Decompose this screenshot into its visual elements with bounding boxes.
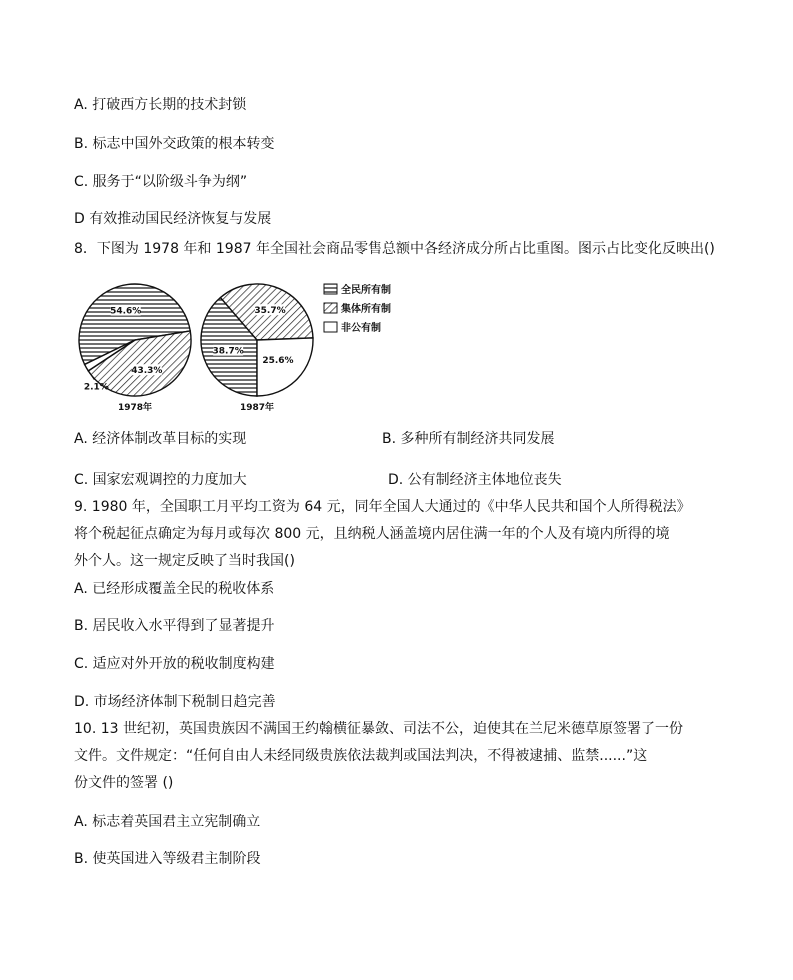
q10-stem-line-2: 文件。文件规定：“任何自由人未经同级贵族依法裁判或国法判决，不得被逮捕、监禁......”这 bbox=[74, 748, 648, 764]
q10-option-a: A. 标志着英国君主立宪制确立 bbox=[74, 814, 261, 830]
legend-label-state: 全民所有制 bbox=[341, 285, 391, 296]
pie-label-1978年-nonpublic: 2.1% bbox=[83, 382, 109, 393]
legend-swatch-collective bbox=[324, 303, 337, 313]
pie-label-1978年-collective: 43.3% bbox=[131, 366, 163, 377]
pie-label-1978年-state: 54.6% bbox=[110, 306, 142, 317]
pie-label-1987年-state: 38.7% bbox=[212, 346, 244, 357]
q7-option-b: B. 标志中国外交政策的根本转变 bbox=[74, 136, 275, 152]
q7-option-d: D 有效推动国民经济恢复与发展 bbox=[74, 211, 272, 227]
q10-option-b: B. 使英国进入等级君主制阶段 bbox=[74, 851, 261, 867]
q9-stem-line-1: 9. 1980 年，全国职工月平均工资为 64 元，同年全国人大通过的《中华人民共和国个人所得税法》 bbox=[74, 499, 691, 515]
q9-option-c: C. 适应对外开放的税收制度构建 bbox=[74, 656, 275, 672]
q8-stem: 8．下图为 1978 年和 1987 年全国社会商品零售总额中各经济成分所占比重图。图示占比变化反映出() bbox=[74, 241, 715, 257]
pie-slice-1987年-nonpublic bbox=[257, 338, 313, 396]
q8-option-a: A. 经济体制改革目标的实现 bbox=[74, 431, 247, 447]
chart-legend bbox=[324, 283, 391, 334]
pie-label-1987年-nonpublic: 25.6% bbox=[262, 356, 294, 367]
q9-stem-line-3: 外个人。这一规定反映了当时我国() bbox=[74, 553, 295, 569]
legend-swatch-state bbox=[324, 284, 337, 294]
pie-title-1978: 1978年 bbox=[117, 403, 153, 413]
q10-stem-line-3: 份文件的签署 () bbox=[74, 775, 174, 791]
q8-option-b: B. 多种所有制经济共同发展 bbox=[382, 431, 555, 447]
q8-pie-charts bbox=[70, 275, 430, 420]
q9-option-a: A. 已经形成覆盖全民的税收体系 bbox=[74, 581, 275, 597]
legend-swatch-nonpublic bbox=[324, 322, 337, 332]
legend-label-collective: 集体所有制 bbox=[341, 304, 391, 315]
q9-option-b: B. 居民收入水平得到了显著提升 bbox=[74, 618, 275, 634]
q7-option-a: A. 打破西方长期的技术封锁 bbox=[74, 97, 247, 113]
pie-chart-svg bbox=[70, 275, 430, 420]
q9-stem-line-2: 将个税起征点确定为每月或每次 800 元，且纳税人涵盖境内居住满一年的个人及有境内所得的境 bbox=[74, 526, 670, 542]
q8-option-d: D. 公有制经济主体地位丧失 bbox=[388, 472, 562, 488]
pie-title-1987: 1987年 bbox=[239, 403, 275, 413]
pie-label-1987年-collective: 35.7% bbox=[254, 306, 286, 317]
q10-stem-line-1: 10. 13 世纪初，英国贵族因不满国王约翰横征暴敛、司法不公，迫使其在兰尼米德草原签署了一份 bbox=[74, 721, 683, 737]
q7-option-c: C. 服务于“以阶级斗争为纲” bbox=[74, 174, 248, 190]
q8-option-c: C. 国家宏观调控的力度加大 bbox=[74, 472, 247, 488]
q9-option-d: D. 市场经济体制下税制日趋完善 bbox=[74, 694, 276, 710]
legend-label-nonpublic: 非公有制 bbox=[341, 323, 381, 334]
